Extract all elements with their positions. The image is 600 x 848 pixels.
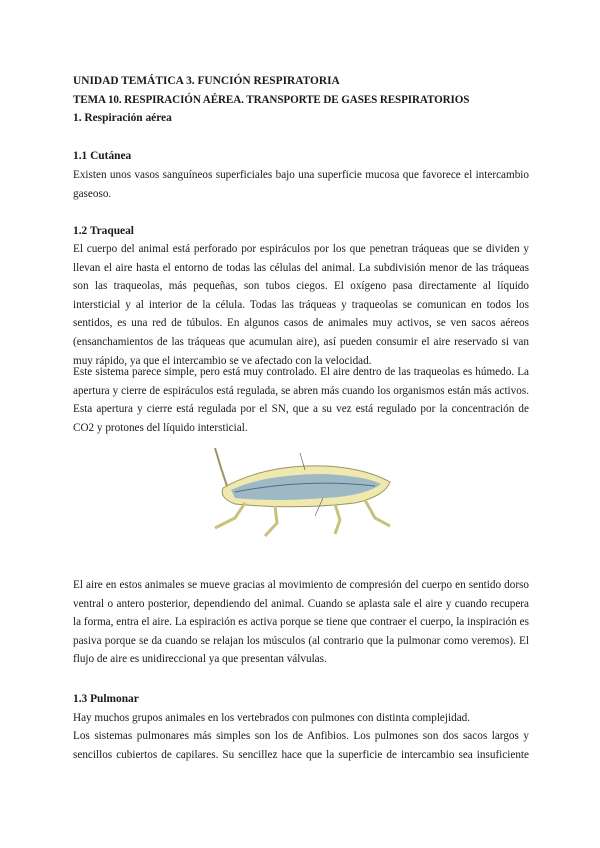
topic-title: TEMA 10. RESPIRACIÓN AÉREA. TRANSPORTE DE GASES RESPIRATORIOS bbox=[73, 94, 470, 106]
heading-traqueal: 1.2 Traqueal bbox=[73, 225, 134, 237]
section-title: 1. Respiración aérea bbox=[73, 112, 172, 124]
unit-title: UNIDAD TEMÁTICA 3. FUNCIÓN RESPIRATORIA bbox=[73, 75, 340, 87]
insect-tracheal-system-figure bbox=[205, 448, 395, 538]
paragraph-pulmonar-2: Los sistemas pulmonares más simples son los de Anfibios. Los pulmones son dos sacos largos y sencillos cubiertos de capilares. Su sencillez hace que la superficie de intercambio sea insuficiente bbox=[73, 730, 529, 761]
heading-cutanea: 1.1 Cutánea bbox=[73, 150, 132, 162]
paragraph-cutanea: Existen unos vasos sanguíneos superficiales bajo una superficie mucosa que favorece el intercambio gaseoso. bbox=[73, 169, 529, 200]
paragraph-traqueal-3: El aire en estos animales se mueve gracias al movimiento de compresión del cuerpo en sentido dorso ventral o antero posterior, dependiendo del animal. Cuando se aplasta sale el aire y cuando recupera la forma, entra el aire. La espiración es activa porque se tiene que contraer el cuerpo, la inspiración es pasiva porque se da cuando se relajan los músculos (al contrario que la pulmonar como veremos). El flujo de aire es unidireccional ya que presentan válvulas. bbox=[73, 579, 529, 666]
paragraph-traqueal-1: El cuerpo del animal está perforado por espiráculos por los que penetran tráqueas que se dividen y llevan el aire hasta el entorno de todas las células del animal. La subdivisión menor de las tráqueas son las traqueolas, más pequeñas, son tubos ciegos. El oxígeno pasa directamente al líquido intersticial y al interior de la célula. Todas las tráqueas y traqueolas se comunican en todos los sentidos, es una red de túbulos. En algunos casos de animales muy activos, se ven sacos aéreos (ensanchamientos de las tráqueas que acumulan aire), así pueden consumir el aire reservado si van muy rápido, ya que el intercambio se ve afectado con la velocidad. bbox=[73, 243, 529, 367]
paragraph-pulmonar-1: Hay muchos grupos animales en los vertebrados con pulmones con distinta complejidad. bbox=[73, 712, 471, 724]
heading-pulmonar: 1.3 Pulmonar bbox=[73, 693, 139, 705]
paragraph-traqueal-2: Este sistema parece simple, pero está muy controlado. El aire dentro de las traqueolas es húmedo. La apertura y cierre de espiráculos está regulada, se abren más cuando los organismos están más activos. Esta apertura y cierre está regulada por el SN, que a su vez está regulado por la concentración de CO2 y protones del líquido intersticial. bbox=[73, 366, 529, 434]
